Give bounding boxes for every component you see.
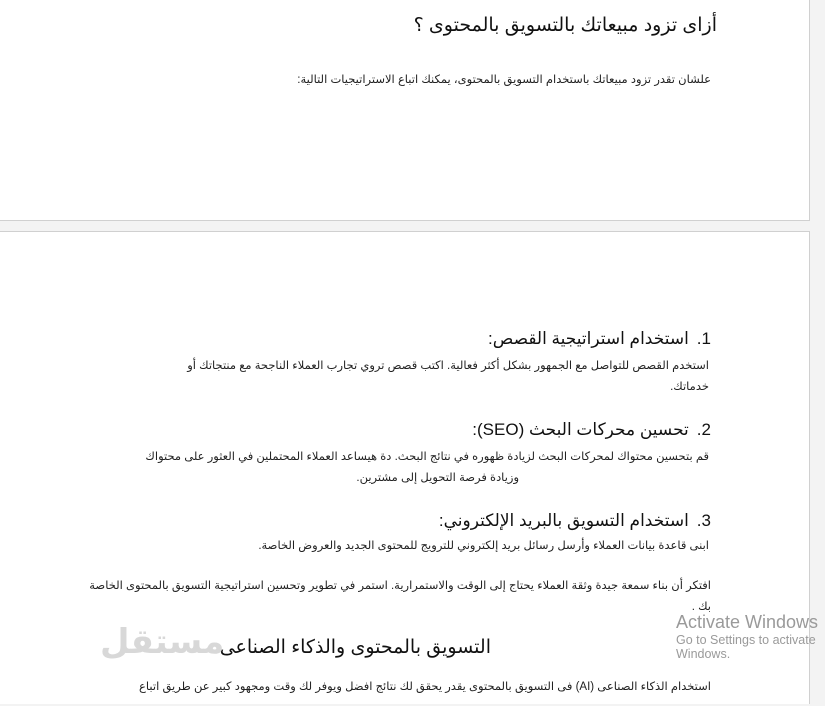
activate-windows-title: Activate Windows bbox=[676, 612, 819, 632]
document-page-1 bbox=[0, 0, 810, 221]
closing-paragraph: افتكر أن بناء سمعة جيدة وثقة العملاء يحتاج إلى الوقت والاستمرارية. استمر في تطوير وتحسين استراتيجية التسويق بالمحتوى الخاصة bbox=[89, 580, 711, 592]
list-item-body: ابنى قاعدة بيانات العملاء وأرسل رسائل بريد إلكتروني للترويج للمحتوى الجديد والعروض الخاصة. bbox=[258, 540, 709, 552]
intro-paragraph: علشان تقدر تزود مبيعاتك باستخدام التسويق بالمحتوى، يمكنك اتباع الاستراتيجيات التالية: bbox=[297, 74, 711, 86]
page-title: أزاى تزود مبيعاتك بالتسويق بالمحتوى ؟ bbox=[413, 15, 717, 36]
mostaql-watermark: مستقل bbox=[100, 623, 225, 661]
list-item-heading: 3.استخدام التسويق بالبريد الإلكتروني: bbox=[438, 511, 711, 530]
section-title: التسويق بالمحتوى والذكاء الصناعى bbox=[219, 637, 491, 658]
list-item-body: وزيادة فرصة التحويل إلى مشترين. bbox=[356, 472, 519, 484]
list-item-body: استخدم القصص للتواصل مع الجمهور بشكل أكثر فعالية. اكتب قصص تروي تجارب العملاء الناجحة مع منتجاتك أو bbox=[187, 360, 709, 372]
section-paragraph: استخدام الذكاء الصناعى (AI) فى التسويق بالمحتوى يقدر يحقق لك نتائج افضل ويوفر لك وقت ومجهود كبير عن طريق اتباع bbox=[139, 681, 711, 693]
list-item-body: خدماتك. bbox=[670, 381, 709, 393]
closing-paragraph: بك . bbox=[691, 601, 711, 613]
activate-windows-subtitle: Go to Settings to activate Windows. bbox=[676, 633, 816, 661]
list-item-body: قم بتحسين محتواك لمحركات البحث لزيادة ظهوره في نتائج البحث. دة هيساعد العملاء المحتملين في العثور على محتواك bbox=[145, 451, 709, 463]
list-item-heading: 2.تحسين محركات البحث (SEO): bbox=[472, 420, 711, 439]
list-item-heading: 1.استخدام استراتيجية القصص: bbox=[488, 329, 711, 348]
